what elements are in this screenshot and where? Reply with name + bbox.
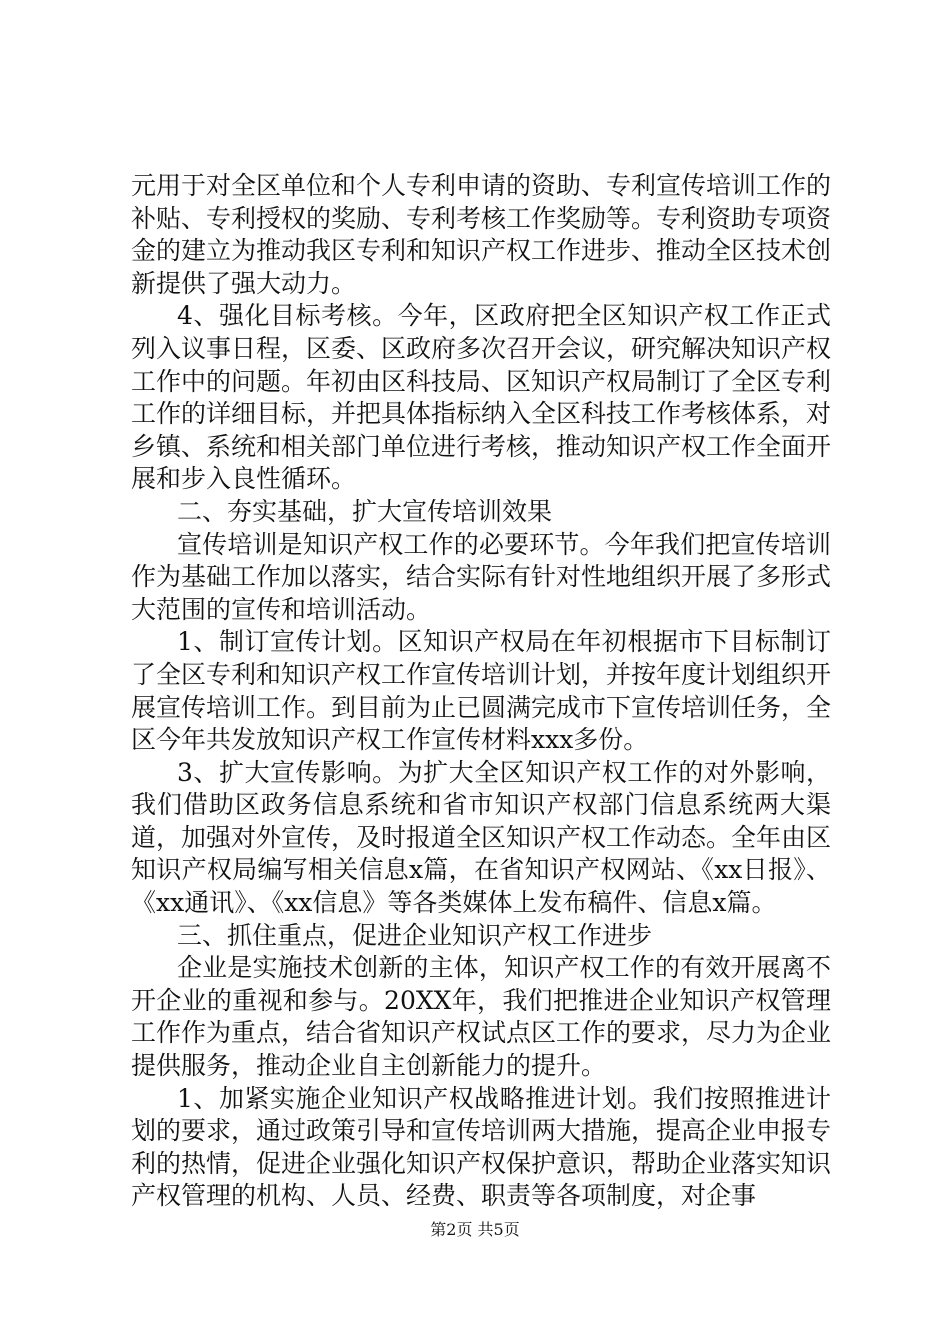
section-heading-3: 三、抓住重点，促进企业知识产权工作进步 (177, 920, 653, 950)
section-heading-2: 二、夯实基础，扩大宣传培训效果 (177, 496, 553, 526)
paragraph-strategy-plan: 1、加紧实施企业知识产权战略推进计划。我们按照推进计划的要求，通过政策引导和宣传培训两大措施，提高企业申报专利的热情，促进企业强化知识产权保护意识，帮助企业落实知识产权管理的机构、人员、经费、职责等各项制度，对企事 (131, 1083, 832, 1211)
paragraph-target-assessment: 4、强化目标考核。今年，区政府把全区知识产权工作正式列入议事日程，区委、区政府多次召开会议，研究解决知识产权工作中的问题。年初由区科技局、区知识产权局制订了全区专利工作的详细目标，并把具体指标纳入全区科技工作考核体系，对乡镇、系统和相关部门单位进行考核，推动知识产权工作全面开展和步入良性循环。 (131, 301, 832, 494)
paragraph-continuation: 元用于对全区单位和个人专利申请的资助、专利宣传培训工作的补贴、专利授权的奖励、专利考核工作奖励等。专利资助专项资金的建立为推动我区专利和知识产权工作进步、推动全区技术创新提供了强大动力。 (131, 171, 832, 298)
paragraph-publicity-plan: 1、制订宣传计划。区知识产权局在年初根据市下目标制订了全区专利和知识产权工作宣传培训计划，并按年度计划组织开展宣传培训工作。到目前为止已圆满完成市下宣传培训任务，全区今年共发放知识产权工作宣传材料xxx多份。 (131, 627, 832, 755)
document-body (131, 170, 831, 1213)
paragraph-publicity-impact: 3、扩大宣传影响。为扩大全区知识产权工作的对外影响，我们借助区政务信息系统和省市知识产权部门信息系统两大渠道，加强对外宣传，及时报道全区知识产权工作动态。全年由区知识产权局编写相关信息x篇，在省知识产权网站、《xx日报》、《xx通讯》、《xx信息》等各类媒体上发布稿件、信息x篇。 (131, 757, 832, 918)
paragraph-enterprise-intro: 企业是实施技术创新的主体，知识产权工作的有效开展离不开企业的重视和参与。20XX年，我们把推进企业知识产权管理工作作为重点，结合省知识产权试点区工作的要求，尽力为企业提供服务，推动企业自主创新能力的提升。 (131, 953, 832, 1081)
page-number-footer: 第2页 共5页 (430, 1220, 520, 1239)
paragraph-training-intro: 宣传培训是知识产权工作的必要环节。今年我们把宣传培训作为基础工作加以落实，结合实际有针对性地组织开展了多形式大范围的宣传和培训活动。 (131, 529, 832, 624)
